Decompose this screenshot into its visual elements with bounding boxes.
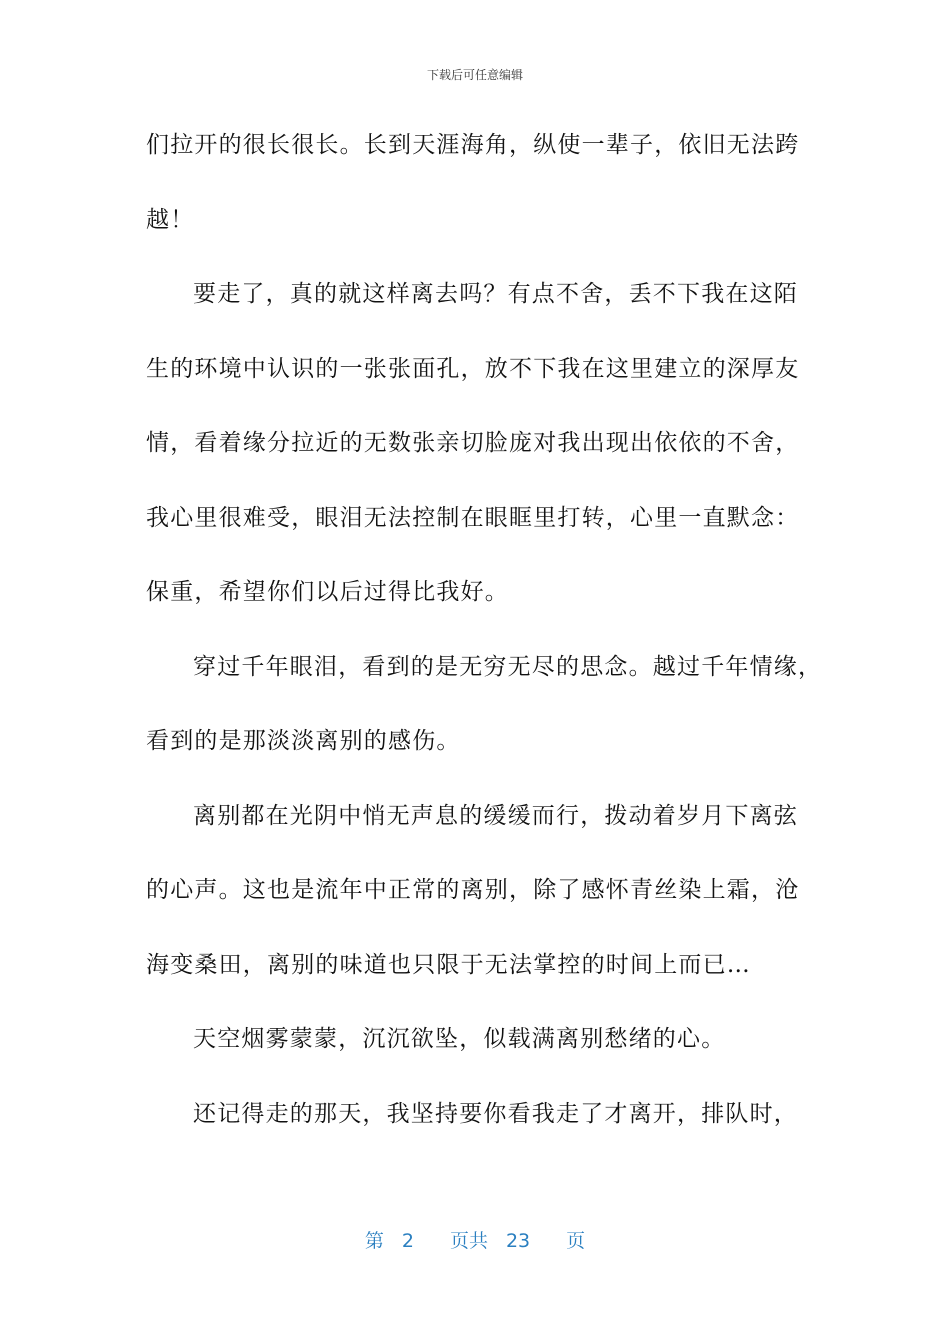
footer-prefix: 第 — [364, 1230, 384, 1252]
page-header: 下载后可任意编辑 — [426, 68, 523, 82]
text-line: 离别都在光阴中悄无声息的缓缓而行，拨动着岁月下离弦 — [193, 802, 798, 829]
body-text — [146, 118, 823, 1161]
text-line: 情，看着缘分拉近的无数张亲切脸庞对我出现出依依的不舍， — [146, 430, 800, 456]
text-line: 越！ — [146, 206, 195, 233]
footer-middle: 页共 — [449, 1230, 488, 1252]
text-line: 还记得走的那天，我坚持要你看我走了才离开，排队时， — [193, 1100, 798, 1127]
text-line: 看到的是那淡淡离别的感伤。 — [146, 728, 461, 754]
footer-suffix: 页 — [566, 1230, 586, 1252]
text-line: 穿过千年眼泪，看到的是无穷无尽的思念。越过千年情缘， — [193, 653, 823, 680]
page-footer — [0, 1226, 950, 1253]
footer-total-pages: 23 — [505, 1230, 531, 1252]
text-line: 我心里很难受，眼泪无法控制在眼眶里打转，心里一直默念： — [146, 504, 800, 531]
text-line: 们拉开的很长很长。长到天涯海角，纵使一辈子，依旧无法跨 — [146, 132, 800, 158]
text-line: 保重，希望你们以后过得比我好。 — [146, 579, 509, 605]
text-line: 生的环境中认识的一张张面孔，放不下我在这里建立的深厚友 — [146, 355, 800, 382]
text-line: 海变桑田，离别的味道也只限于无法掌控的时间上而已… — [146, 951, 751, 978]
text-line: 的心声。这也是流年中正常的离别，除了感怀青丝染上霜，沧 — [146, 877, 800, 903]
text-line: 天空烟雾蒙蒙，沉沉欲坠，似载满离别愁绪的心。 — [193, 1026, 726, 1052]
footer-page-number: 2 — [401, 1230, 414, 1252]
text-line: 要走了，真的就这样离去吗？有点不舍，丢不下我在这陌 — [193, 281, 798, 307]
